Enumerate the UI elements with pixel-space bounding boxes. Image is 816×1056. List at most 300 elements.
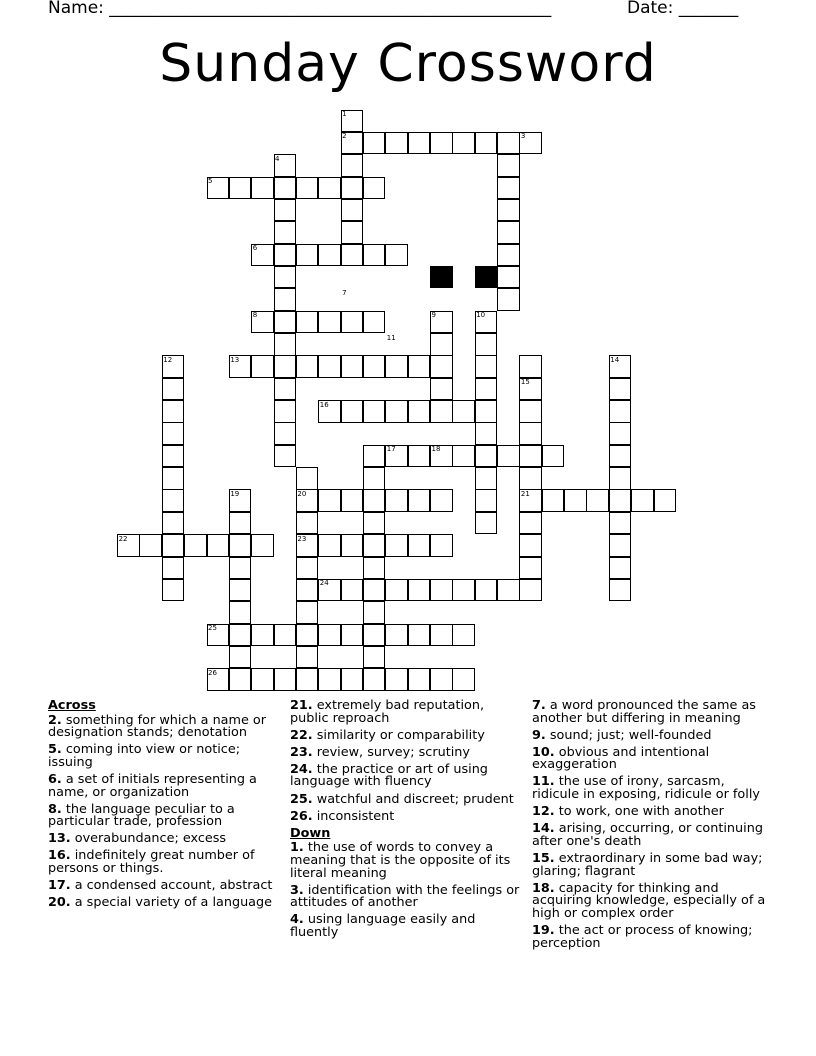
crossword-cell[interactable] xyxy=(408,624,431,647)
clue-text: inconsistent xyxy=(312,808,395,824)
crossword-cell[interactable] xyxy=(296,579,319,602)
clue-item xyxy=(532,727,768,743)
crossword-cell[interactable] xyxy=(452,624,475,647)
crossword-cell[interactable] xyxy=(385,668,408,691)
crossword-cell[interactable] xyxy=(318,311,341,334)
clue-number: 8 xyxy=(252,311,258,320)
crossword-cell[interactable] xyxy=(251,355,274,378)
crossword-cell[interactable] xyxy=(430,624,453,647)
crossword-cell[interactable] xyxy=(408,579,431,602)
crossword-cell[interactable] xyxy=(609,467,632,490)
clue-number: 17 xyxy=(386,445,396,454)
clue-text: review, survey; scrutiny xyxy=(312,744,470,760)
clue-number: 7 xyxy=(342,288,347,297)
crossword-cell[interactable] xyxy=(318,400,341,423)
clue-text: obvious and intentional exaggeration xyxy=(532,744,710,773)
crossword-cell[interactable] xyxy=(363,601,386,624)
clue-item xyxy=(532,776,768,801)
clue-item xyxy=(290,914,522,939)
crossword-cell[interactable] xyxy=(296,646,319,669)
crossword-cell[interactable] xyxy=(609,534,632,557)
clue-text: arising, occurring, or continuing after one's death xyxy=(532,821,763,849)
crossword-cell[interactable] xyxy=(363,244,386,267)
crossword-cell[interactable] xyxy=(430,378,453,401)
crossword-cell[interactable] xyxy=(452,445,475,468)
crossword-cell[interactable] xyxy=(385,355,408,378)
clue-number-label: 7. xyxy=(532,698,546,713)
crossword-cell[interactable] xyxy=(251,177,274,200)
crossword-cell[interactable] xyxy=(430,489,453,512)
crossword-cell[interactable] xyxy=(296,355,319,378)
crossword-cell[interactable] xyxy=(274,668,297,691)
clue-column-3 xyxy=(532,700,768,955)
crossword-cell[interactable] xyxy=(251,244,274,267)
crossword-cell[interactable] xyxy=(341,668,364,691)
crossword-cell[interactable] xyxy=(430,534,453,557)
clue-number: 6 xyxy=(252,244,258,253)
crossword-cell[interactable] xyxy=(385,445,408,468)
crossword-cell[interactable] xyxy=(363,489,386,512)
clue-number: 16 xyxy=(319,400,329,409)
clue-item xyxy=(48,744,280,769)
crossword-cell[interactable] xyxy=(385,579,408,602)
crossword-cell[interactable] xyxy=(274,400,297,423)
crossword-cell[interactable] xyxy=(430,400,453,423)
crossword-cell[interactable] xyxy=(229,646,252,669)
clue-number-label: 20. xyxy=(48,895,71,911)
clue-text: something for which a name or designation stands; denotation xyxy=(48,712,267,741)
clue-item xyxy=(532,880,768,921)
crossword-cell[interactable] xyxy=(363,132,386,155)
crossword-cell[interactable] xyxy=(251,624,274,647)
crossword-block xyxy=(475,266,498,289)
crossword-cell[interactable] xyxy=(452,668,475,691)
crossword-cell[interactable] xyxy=(296,534,319,557)
clue-number-label: 24. xyxy=(290,761,313,777)
crossword-cell[interactable] xyxy=(318,489,341,512)
crossword-cell[interactable] xyxy=(162,534,185,557)
crossword-cell[interactable] xyxy=(609,445,632,468)
crossword-cell[interactable] xyxy=(430,668,453,691)
clue-number-label: 12. xyxy=(532,804,555,820)
clue-number-label: 6. xyxy=(48,771,62,787)
crossword-cell[interactable] xyxy=(162,445,185,468)
clue-text: coming into view or notice; issuing xyxy=(48,742,241,770)
clue-item xyxy=(532,744,768,773)
crossword-cell[interactable] xyxy=(519,400,542,423)
clue-text: extremely bad reputation, public reproach xyxy=(290,698,485,726)
clue-number-label: 11. xyxy=(532,774,555,790)
clue-number-label: 15. xyxy=(532,850,555,866)
crossword-cell[interactable] xyxy=(251,534,274,557)
crossword-cell[interactable] xyxy=(341,154,364,177)
crossword-cell[interactable] xyxy=(341,311,364,334)
crossword-cell[interactable] xyxy=(497,266,520,289)
clue-number-label: 19. xyxy=(532,922,555,938)
clue-item xyxy=(48,712,280,741)
clue-text: overabundance; excess xyxy=(70,831,227,847)
crossword-cell[interactable] xyxy=(341,244,364,267)
crossword-cell[interactable] xyxy=(296,557,319,580)
crossword-cell[interactable] xyxy=(363,668,386,691)
crossword-cell[interactable] xyxy=(229,557,252,580)
clue-text: similarity or comparability xyxy=(312,727,485,743)
crossword-cell[interactable] xyxy=(385,489,408,512)
clue-item xyxy=(290,842,522,880)
crossword-cell[interactable] xyxy=(519,489,542,512)
clue-number-label: 16. xyxy=(48,848,71,864)
crossword-cell[interactable] xyxy=(475,378,498,401)
clue-number: 20 xyxy=(297,489,307,498)
crossword-cell[interactable] xyxy=(631,489,654,512)
crossword-cell[interactable] xyxy=(162,400,185,423)
crossword-cell[interactable] xyxy=(430,355,453,378)
crossword-cell[interactable] xyxy=(452,132,475,155)
crossword-cell[interactable] xyxy=(162,557,185,580)
crossword-cell[interactable] xyxy=(162,467,185,490)
clue-text: sound; just; well-founded xyxy=(545,727,712,743)
clue-item xyxy=(48,801,280,830)
clue-item xyxy=(290,761,522,790)
clue-number: 12 xyxy=(163,355,173,364)
crossword-cell[interactable] xyxy=(229,177,252,200)
clue-number: 22 xyxy=(118,534,128,543)
crossword-cell[interactable] xyxy=(363,557,386,580)
clue-column-2 xyxy=(290,700,522,944)
clue-number: 15 xyxy=(520,378,530,387)
crossword-cell[interactable] xyxy=(296,624,319,647)
crossword-cell[interactable] xyxy=(519,445,542,468)
crossword-cell[interactable] xyxy=(475,579,498,602)
clue-number-label: 3. xyxy=(290,882,304,898)
crossword-cell[interactable] xyxy=(162,422,185,445)
crossword-cell[interactable] xyxy=(519,378,542,401)
clue-text: a word pronounced the same as another but differing in meaning xyxy=(532,698,756,726)
clue-number-label: 21. xyxy=(290,698,313,713)
crossword-cell[interactable] xyxy=(430,445,453,468)
crossword-cell[interactable] xyxy=(229,534,252,557)
crossword-cell[interactable] xyxy=(408,489,431,512)
crossword-cell[interactable] xyxy=(117,534,140,557)
clue-text: extraordinary in some bad way; glaring; flagrant xyxy=(532,850,763,879)
crossword-cell[interactable] xyxy=(274,288,297,311)
crossword-block xyxy=(430,266,453,289)
clue-text: watchful and discreet; prudent xyxy=(312,791,514,807)
crossword-cell[interactable] xyxy=(274,266,297,289)
crossword-cell[interactable] xyxy=(207,624,230,647)
clue-number-label: 4. xyxy=(290,912,304,928)
crossword-cell[interactable] xyxy=(363,177,386,200)
crossword-cell[interactable] xyxy=(251,311,274,334)
clue-item xyxy=(290,744,522,760)
clue-text: identification with the feelings or attitudes of another xyxy=(290,882,520,911)
crossword-cell[interactable] xyxy=(475,132,498,155)
crossword-cell[interactable] xyxy=(318,534,341,557)
crossword-cell[interactable] xyxy=(229,668,252,691)
crossword-cell[interactable] xyxy=(609,489,632,512)
crossword-cell[interactable] xyxy=(475,489,498,512)
crossword-cell[interactable] xyxy=(519,579,542,602)
clue-number-label: 14. xyxy=(532,821,555,837)
crossword-cell[interactable] xyxy=(363,646,386,669)
crossword-cell[interactable] xyxy=(609,422,632,445)
crossword-cell[interactable] xyxy=(274,355,297,378)
clue-text: capacity for thinking and acquiring knowledge, especially of a high or complex order xyxy=(532,880,766,921)
crossword-cell[interactable] xyxy=(318,244,341,267)
clue-item xyxy=(48,880,280,893)
down-heading: Down xyxy=(290,825,331,841)
crossword-cell[interactable] xyxy=(430,311,453,334)
crossword-cell[interactable] xyxy=(274,154,297,177)
clue-number-label: 8. xyxy=(48,801,62,817)
crossword-cell[interactable] xyxy=(341,534,364,557)
crossword-cell[interactable] xyxy=(274,244,297,267)
crossword-cell[interactable] xyxy=(296,244,319,267)
clue-text: the use of words to convey a meaning that is the opposite of its literal meaning xyxy=(290,840,511,881)
crossword-cell[interactable] xyxy=(274,311,297,334)
clue-number-label: 5. xyxy=(48,742,62,758)
clue-number-label: 9. xyxy=(532,727,546,743)
crossword-cell[interactable] xyxy=(408,132,431,155)
crossword-cell[interactable] xyxy=(341,221,364,244)
clue-item xyxy=(48,833,280,846)
crossword-cell[interactable] xyxy=(497,221,520,244)
crossword-cell[interactable] xyxy=(274,624,297,647)
clue-number: 11 xyxy=(386,333,396,342)
crossword-cell[interactable] xyxy=(341,355,364,378)
crossword-cell[interactable] xyxy=(251,668,274,691)
crossword-cell[interactable] xyxy=(274,221,297,244)
clue-number: 21 xyxy=(520,489,530,498)
crossword-cell[interactable] xyxy=(542,445,565,468)
crossword-cell[interactable] xyxy=(274,199,297,222)
clue-text: a special variety of a language xyxy=(70,895,273,911)
clue-number-label: 26. xyxy=(290,808,313,824)
clue-item xyxy=(290,791,522,807)
crossword-cell[interactable] xyxy=(497,199,520,222)
crossword-cell[interactable] xyxy=(430,579,453,602)
crossword-cell[interactable] xyxy=(363,579,386,602)
crossword-cell[interactable] xyxy=(497,445,520,468)
crossword-cell[interactable] xyxy=(363,400,386,423)
crossword-cell[interactable] xyxy=(341,579,364,602)
crossword-cell[interactable] xyxy=(609,557,632,580)
crossword-cell[interactable] xyxy=(162,378,185,401)
crossword-cell[interactable] xyxy=(296,467,319,490)
crossword-cell[interactable] xyxy=(475,355,498,378)
crossword-cell[interactable] xyxy=(475,512,498,535)
crossword-cell[interactable] xyxy=(475,333,498,356)
crossword-cell[interactable] xyxy=(609,378,632,401)
crossword-cell[interactable] xyxy=(609,355,632,378)
clue-number-label: 17. xyxy=(48,878,71,894)
crossword-cell[interactable] xyxy=(207,177,230,200)
crossword-cell[interactable] xyxy=(318,579,341,602)
clue-number: 13 xyxy=(230,355,240,364)
crossword-cell[interactable] xyxy=(162,512,185,535)
crossword-cell[interactable] xyxy=(207,668,230,691)
crossword-cell[interactable] xyxy=(363,355,386,378)
crossword-cell[interactable] xyxy=(229,579,252,602)
crossword-cell[interactable] xyxy=(497,244,520,267)
crossword-cell[interactable] xyxy=(139,534,162,557)
crossword-cell[interactable] xyxy=(363,534,386,557)
clue-number-label: 1. xyxy=(290,840,304,856)
crossword-cell[interactable] xyxy=(519,422,542,445)
clue-number-label: 10. xyxy=(532,744,555,760)
crossword-cell[interactable] xyxy=(519,557,542,580)
crossword-cell[interactable] xyxy=(341,177,364,200)
crossword-cell[interactable] xyxy=(274,445,297,468)
crossword-cell[interactable] xyxy=(363,624,386,647)
date-field-label: Date: _______ xyxy=(627,0,739,18)
clue-number: 23 xyxy=(297,534,307,543)
crossword-cell[interactable] xyxy=(452,579,475,602)
crossword-cell[interactable] xyxy=(229,624,252,647)
page-title: Sunday Crossword xyxy=(159,34,657,94)
crossword-cell[interactable] xyxy=(654,489,677,512)
clue-item xyxy=(532,806,768,819)
crossword-cell[interactable] xyxy=(229,489,252,512)
crossword-cell[interactable] xyxy=(385,132,408,155)
clue-number-label: 2. xyxy=(48,712,62,728)
crossword-cell[interactable] xyxy=(430,132,453,155)
crossword-cell[interactable] xyxy=(229,355,252,378)
crossword-cell[interactable] xyxy=(274,422,297,445)
crossword-cell[interactable] xyxy=(296,311,319,334)
crossword-cell[interactable] xyxy=(475,311,498,334)
crossword-cell[interactable] xyxy=(452,400,475,423)
crossword-cell[interactable] xyxy=(497,177,520,200)
crossword-cell[interactable] xyxy=(363,445,386,468)
crossword-cell[interactable] xyxy=(341,400,364,423)
clue-item xyxy=(532,922,768,951)
across-heading: Across xyxy=(48,698,96,713)
crossword-cell[interactable] xyxy=(229,512,252,535)
clue-number-label: 18. xyxy=(532,880,555,896)
crossword-cell[interactable] xyxy=(542,489,565,512)
clue-column-1 xyxy=(48,700,280,914)
clue-text: a condensed account, abstract xyxy=(70,878,273,894)
crossword-cell[interactable] xyxy=(475,445,498,468)
crossword-cell[interactable] xyxy=(341,199,364,222)
clue-number: 25 xyxy=(208,624,217,633)
crossword-cell[interactable] xyxy=(385,624,408,647)
crossword-cell[interactable] xyxy=(609,579,632,602)
crossword-cell[interactable] xyxy=(475,400,498,423)
crossword-cell[interactable] xyxy=(296,601,319,624)
crossword-cell[interactable] xyxy=(609,512,632,535)
crossword-cell[interactable] xyxy=(318,624,341,647)
clue-text: to work, one with another xyxy=(554,804,724,820)
crossword-cell[interactable] xyxy=(207,534,230,557)
crossword-cell[interactable] xyxy=(408,534,431,557)
crossword-cell[interactable] xyxy=(363,467,386,490)
clue-item xyxy=(48,897,280,910)
clue-item xyxy=(290,700,522,725)
crossword-cell[interactable] xyxy=(385,244,408,267)
crossword-cell[interactable] xyxy=(296,668,319,691)
crossword-cell[interactable] xyxy=(497,154,520,177)
crossword-cell[interactable] xyxy=(363,512,386,535)
crossword-cell[interactable] xyxy=(430,333,453,356)
clue-number: 2 xyxy=(342,132,347,141)
crossword-cell[interactable] xyxy=(586,489,609,512)
crossword-cell[interactable] xyxy=(408,445,431,468)
crossword-cell[interactable] xyxy=(274,333,297,356)
crossword-cell[interactable] xyxy=(162,579,185,602)
crossword-cell[interactable] xyxy=(519,132,542,155)
clue-number: 26 xyxy=(208,668,217,677)
clue-item xyxy=(532,700,768,725)
crossword-cell[interactable] xyxy=(296,177,319,200)
clue-number: 19 xyxy=(230,489,240,498)
crossword-cell[interactable] xyxy=(385,400,408,423)
crossword-cell[interactable] xyxy=(229,601,252,624)
crossword-cell[interactable] xyxy=(341,110,364,133)
crossword-cell[interactable] xyxy=(519,512,542,535)
crossword-cell[interactable] xyxy=(162,489,185,512)
crossword-cell[interactable] xyxy=(408,400,431,423)
crossword-cell[interactable] xyxy=(274,378,297,401)
crossword-cell[interactable] xyxy=(341,132,364,155)
crossword-cell[interactable] xyxy=(564,489,587,512)
crossword-cell[interactable] xyxy=(162,355,185,378)
crossword-cell[interactable] xyxy=(274,177,297,200)
crossword-cell[interactable] xyxy=(363,311,386,334)
clue-number: 1 xyxy=(342,110,347,118)
clue-number: 10 xyxy=(476,311,486,320)
crossword-cell[interactable] xyxy=(519,534,542,557)
clue-number: 3 xyxy=(520,132,526,141)
clue-text: the practice or art of using language with fluency xyxy=(290,761,488,790)
crossword-cell[interactable] xyxy=(497,288,520,311)
clue-number: 4 xyxy=(275,154,280,163)
clue-text: the act or process of knowing; perception xyxy=(532,922,753,951)
crossword-cell[interactable] xyxy=(519,355,542,378)
crossword-cell[interactable] xyxy=(296,512,319,535)
crossword-cell[interactable] xyxy=(385,534,408,557)
crossword-cell[interactable] xyxy=(318,177,341,200)
clue-number-label: 23. xyxy=(290,744,313,760)
crossword-cell[interactable] xyxy=(318,355,341,378)
clue-text: using language easily and fluently xyxy=(290,912,476,940)
clue-text: the use of irony, sarcasm, ridicule in exposing, ridicule or folly xyxy=(532,774,760,803)
crossword-cell[interactable] xyxy=(296,489,319,512)
crossword-cell[interactable] xyxy=(318,668,341,691)
crossword-cell[interactable] xyxy=(519,467,542,490)
crossword-cell[interactable] xyxy=(184,534,207,557)
name-field-label: Name: ____________________________________________________ xyxy=(48,0,552,18)
crossword-cell[interactable] xyxy=(497,579,520,602)
crossword-cell[interactable] xyxy=(341,624,364,647)
clue-number: 5 xyxy=(208,177,213,186)
crossword-cell[interactable] xyxy=(408,355,431,378)
crossword-cell[interactable] xyxy=(497,132,520,155)
crossword-cell[interactable] xyxy=(408,668,431,691)
clue-item xyxy=(290,727,522,743)
crossword-cell[interactable] xyxy=(341,489,364,512)
crossword-cell[interactable] xyxy=(475,422,498,445)
clue-number-label: 13. xyxy=(48,831,71,847)
clue-item xyxy=(48,771,280,800)
crossword-cell[interactable] xyxy=(609,400,632,423)
clue-number: 14 xyxy=(610,355,620,364)
clue-item xyxy=(532,850,768,879)
clue-item xyxy=(290,882,522,911)
crossword-cell[interactable] xyxy=(475,467,498,490)
clue-number-label: 25. xyxy=(290,791,313,807)
